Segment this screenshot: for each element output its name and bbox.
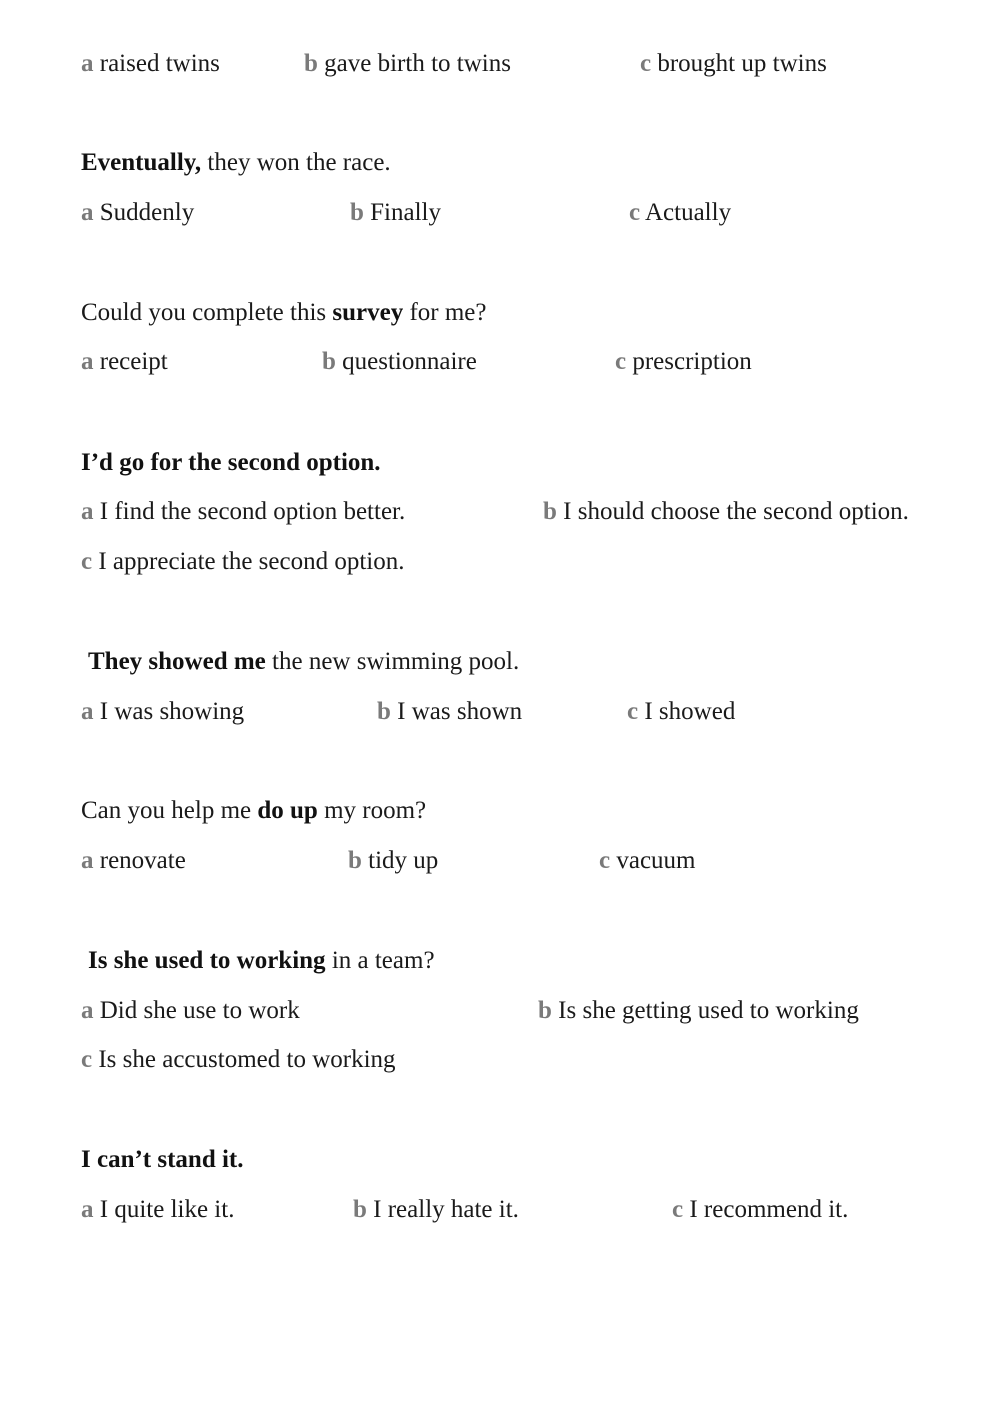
option-letter: c <box>81 548 93 575</box>
prompt-pre: Could you complete this <box>81 299 333 326</box>
option-a[interactable] <box>81 495 405 529</box>
option-letter: b <box>350 199 364 226</box>
option-c[interactable] <box>615 345 752 379</box>
option-letter: c <box>81 1046 93 1073</box>
prompt-post: the new swimming pool. <box>265 648 520 675</box>
option-a[interactable] <box>81 47 220 81</box>
option-b[interactable] <box>377 695 522 729</box>
option-letter: a <box>81 50 94 77</box>
prompt-post: they won the race. <box>201 149 391 176</box>
prompt-bold: Is she used to working <box>88 947 326 974</box>
option-text: Is she getting used to working <box>551 997 859 1024</box>
option-text: I should choose the second option. <box>556 498 909 525</box>
option-text: brought up twins <box>651 50 827 77</box>
option-text: Did she use to work <box>93 997 300 1024</box>
option-a[interactable] <box>81 844 186 878</box>
option-letter: b <box>538 997 552 1024</box>
option-letter: b <box>322 348 336 375</box>
option-c[interactable] <box>81 545 405 579</box>
prompt-bold: They showed me <box>88 648 266 675</box>
option-letter: b <box>543 498 557 525</box>
question-prompt <box>81 446 381 480</box>
option-letter: b <box>348 847 362 874</box>
option-letter: b <box>353 1196 367 1223</box>
option-c[interactable] <box>599 844 696 878</box>
option-text: receipt <box>93 348 168 375</box>
question-prompt <box>81 794 426 828</box>
option-a[interactable] <box>81 345 168 379</box>
option-letter: b <box>377 698 391 725</box>
option-text: Actually <box>640 199 732 226</box>
option-a[interactable] <box>81 695 244 729</box>
question-prompt <box>81 1143 244 1177</box>
option-c[interactable] <box>640 47 827 81</box>
prompt-bold: Eventually, <box>81 149 202 176</box>
option-letter: a <box>81 199 94 226</box>
option-c[interactable] <box>629 196 731 230</box>
option-c[interactable] <box>81 1043 396 1077</box>
question-prompt <box>88 944 435 978</box>
option-text: I quite like it. <box>93 1196 235 1223</box>
prompt-bold: I can’t stand it. <box>81 1146 244 1173</box>
option-b[interactable] <box>348 844 438 878</box>
prompt-pre: Can you help me <box>81 797 258 824</box>
option-a[interactable] <box>81 1193 234 1227</box>
option-b[interactable] <box>543 495 909 529</box>
option-letter: c <box>629 199 641 226</box>
option-letter: a <box>81 1196 94 1223</box>
prompt-bold: do up <box>257 797 318 824</box>
option-letter: c <box>672 1196 684 1223</box>
option-letter: c <box>627 698 639 725</box>
question-prompt <box>81 146 391 180</box>
option-text: tidy up <box>361 847 439 874</box>
option-letter: a <box>81 498 94 525</box>
option-b[interactable] <box>353 1193 519 1227</box>
option-text: I find the second option better. <box>93 498 406 525</box>
option-text: I appreciate the second option. <box>92 548 405 575</box>
option-text: I showed <box>638 698 736 725</box>
option-text: prescription <box>626 348 752 375</box>
prompt-post: in a team? <box>325 947 435 974</box>
option-letter: a <box>81 698 94 725</box>
option-text: gave birth to twins <box>317 50 511 77</box>
option-text: I really hate it. <box>366 1196 519 1223</box>
option-text: renovate <box>93 847 186 874</box>
option-text: Finally <box>363 199 441 226</box>
option-c[interactable] <box>627 695 735 729</box>
option-letter: a <box>81 997 94 1024</box>
prompt-post: for me? <box>403 299 487 326</box>
option-text: Suddenly <box>93 199 195 226</box>
option-b[interactable] <box>350 196 441 230</box>
option-letter: b <box>304 50 318 77</box>
option-letter: c <box>640 50 652 77</box>
option-text: vacuum <box>610 847 696 874</box>
prompt-bold: I’d go for the second option. <box>81 449 381 476</box>
option-a[interactable] <box>81 196 194 230</box>
option-a[interactable] <box>81 994 300 1028</box>
prompt-post: my room? <box>317 797 427 824</box>
option-text: I was shown <box>390 698 523 725</box>
question-prompt <box>88 645 519 679</box>
option-text: Is she accustomed to working <box>92 1046 396 1073</box>
option-text: raised twins <box>93 50 220 77</box>
option-letter: c <box>599 847 611 874</box>
option-text: questionnaire <box>335 348 477 375</box>
option-c[interactable] <box>672 1193 848 1227</box>
option-text: I recommend it. <box>683 1196 849 1223</box>
option-letter: a <box>81 847 94 874</box>
prompt-bold: survey <box>332 299 404 326</box>
option-b[interactable] <box>304 47 511 81</box>
option-text: I was showing <box>93 698 245 725</box>
option-b[interactable] <box>538 994 859 1028</box>
option-letter: c <box>615 348 627 375</box>
question-prompt <box>81 296 487 330</box>
option-b[interactable] <box>322 345 477 379</box>
option-letter: a <box>81 348 94 375</box>
